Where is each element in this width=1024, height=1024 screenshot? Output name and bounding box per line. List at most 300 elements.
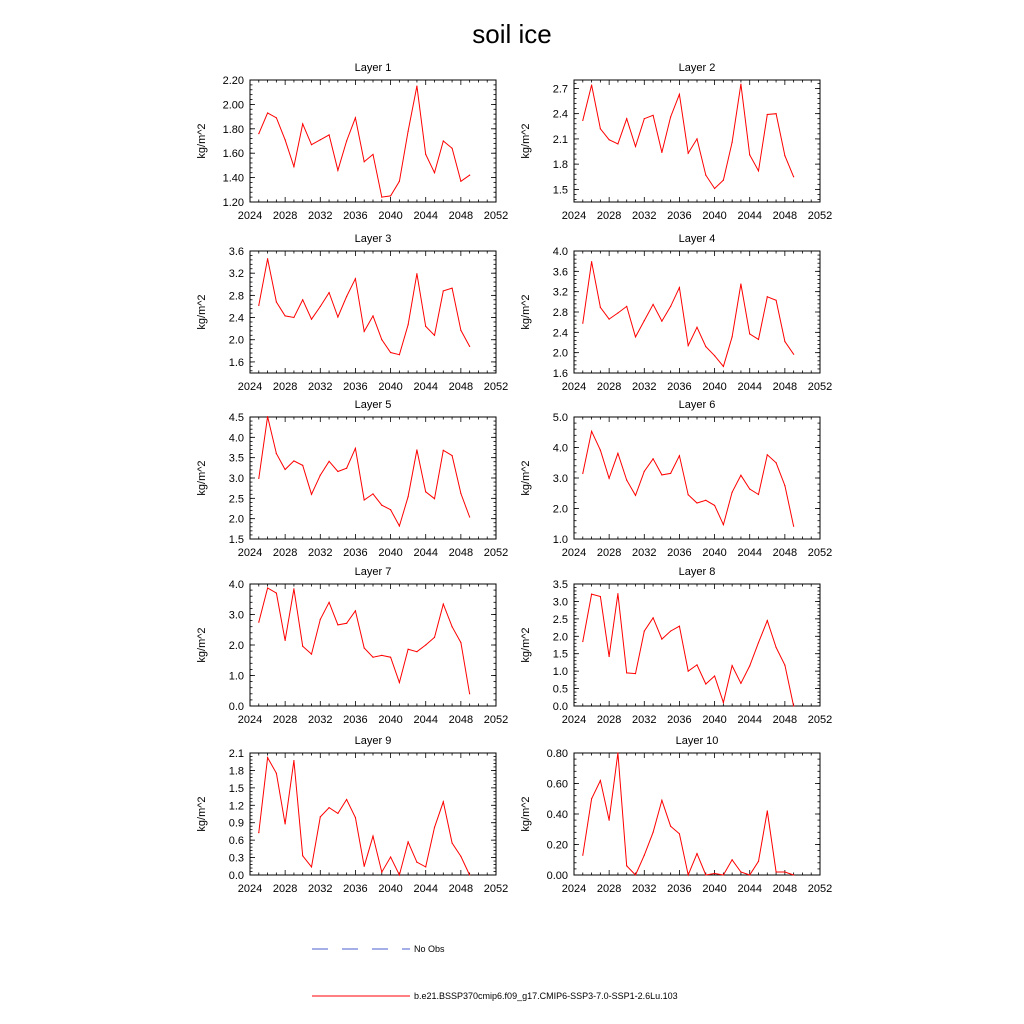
data-point [688, 345, 689, 346]
x-tick-label: 2044 [413, 381, 438, 393]
data-point [460, 856, 461, 857]
data-point [591, 431, 592, 432]
y-tick-label: 4.5 [228, 412, 244, 424]
data-point [732, 492, 733, 493]
panel-title: Layer 1 [354, 62, 392, 74]
data-point [600, 307, 601, 308]
data-point [372, 493, 373, 494]
y-tick-label: 1.6 [552, 368, 568, 380]
data-point [582, 473, 583, 474]
data-point [644, 471, 645, 472]
x-tick-label: 2044 [737, 547, 762, 559]
data-point [381, 339, 382, 340]
x-tick-label: 2048 [772, 381, 798, 393]
data-point [434, 498, 435, 499]
data-point [399, 354, 400, 355]
x-tick-label: 2044 [413, 883, 438, 895]
data-point [469, 175, 470, 176]
y-tick-label: 2.0 [552, 503, 568, 516]
data-point [609, 319, 610, 320]
data-point [285, 823, 286, 824]
x-tick-label: 2040 [702, 210, 727, 222]
data-point [775, 647, 776, 648]
y-axis-label: kg/m^2 [520, 460, 532, 496]
data-point [696, 502, 697, 503]
y-tick-label: 0.60 [546, 778, 568, 791]
data-point [758, 170, 759, 171]
panel-layer-7 [196, 566, 508, 726]
data-point [749, 665, 750, 666]
data-point [617, 453, 618, 454]
data-point [425, 644, 426, 645]
data-point [390, 352, 391, 353]
data-point [652, 832, 653, 833]
data-point [696, 853, 697, 854]
data-point [381, 197, 382, 198]
x-tick-label: 2052 [483, 210, 509, 222]
data-point [381, 655, 382, 656]
panel-title: Layer 7 [354, 566, 392, 578]
x-tick-label: 2028 [596, 210, 622, 222]
x-tick-label: 2032 [632, 210, 657, 222]
data-point [775, 462, 776, 463]
series-line [259, 588, 470, 694]
y-tick-label: 1.0 [552, 534, 568, 546]
data-point [696, 327, 697, 328]
data-point [661, 152, 662, 153]
series-line [259, 758, 470, 875]
data-point [635, 495, 636, 496]
y-axis-label: kg/m^2 [196, 123, 208, 159]
data-point [425, 154, 426, 155]
x-tick-label: 2036 [343, 210, 368, 222]
data-point [328, 292, 329, 293]
data-point [661, 800, 662, 801]
x-tick-label: 2028 [596, 381, 622, 393]
data-point [758, 861, 759, 862]
y-tick-label: 3.0 [228, 609, 244, 622]
series-line [259, 417, 470, 526]
data-point [661, 638, 662, 639]
data-point [600, 596, 601, 597]
data-point [416, 273, 417, 274]
data-point [679, 287, 680, 288]
x-tick-label: 2028 [596, 547, 622, 559]
x-tick-label: 2048 [772, 547, 798, 559]
x-tick-label: 2052 [807, 547, 833, 559]
data-point [679, 455, 680, 456]
data-point [626, 118, 627, 119]
data-point [714, 675, 715, 676]
plot-frame [250, 584, 496, 706]
data-point [793, 176, 794, 177]
legend-run-label: b.e21.BSSP370cmip6.f09_g17.CMIP6-SSP3-7.0-SSP1-2.6Lu.103 [414, 991, 678, 1001]
data-point [425, 326, 426, 327]
data-point [311, 319, 312, 320]
y-tick-label: 3.5 [228, 452, 244, 465]
x-tick-label: 2032 [632, 883, 657, 895]
data-point [617, 312, 618, 313]
x-tick-label: 2044 [737, 210, 762, 222]
data-point [355, 117, 356, 118]
x-tick-label: 2024 [237, 714, 263, 726]
panel-layer-2 [520, 62, 832, 222]
data-point [285, 139, 286, 140]
data-point [758, 642, 759, 643]
data-point [609, 478, 610, 479]
y-tick-label: 3.2 [552, 286, 568, 299]
panel-layer-8 [520, 566, 832, 726]
data-point [723, 874, 724, 875]
y-tick-label: 2.0 [228, 640, 244, 652]
y-tick-label: 0.00 [546, 870, 568, 882]
data-point [617, 752, 618, 753]
series-line [259, 259, 470, 355]
x-tick-label: 2024 [561, 714, 587, 726]
data-point [740, 84, 741, 85]
data-point [635, 336, 636, 337]
x-tick-label: 2044 [737, 714, 762, 726]
data-point [775, 113, 776, 114]
x-tick-label: 2048 [448, 883, 474, 895]
data-point [434, 827, 435, 828]
data-point [732, 665, 733, 666]
panel-title: Layer 10 [675, 735, 719, 747]
data-point [311, 866, 312, 867]
data-point [609, 656, 610, 657]
data-point [267, 757, 268, 758]
panel-title: Layer 5 [354, 399, 392, 411]
data-point [443, 290, 444, 291]
data-point [399, 525, 400, 526]
y-tick-label: 0.6 [228, 835, 244, 848]
y-tick-label: 0.20 [546, 839, 568, 852]
x-tick-label: 2040 [378, 547, 403, 559]
series-line [583, 84, 794, 188]
data-point [679, 94, 680, 95]
x-tick-label: 2040 [378, 883, 403, 895]
x-tick-label: 2028 [272, 883, 298, 895]
data-point [767, 620, 768, 621]
data-point [635, 146, 636, 147]
x-tick-label: 2032 [308, 547, 333, 559]
data-point [285, 469, 286, 470]
panel-layer-1 [196, 62, 508, 222]
x-tick-label: 2048 [448, 714, 474, 726]
data-point [364, 647, 365, 648]
data-point [416, 86, 417, 87]
data-point [591, 594, 592, 595]
data-point [635, 874, 636, 875]
data-point [740, 871, 741, 872]
x-tick-label: 2024 [561, 547, 587, 559]
y-tick-label: 1.20 [222, 197, 244, 209]
data-point [320, 816, 321, 817]
x-tick-label: 2028 [596, 883, 622, 895]
data-point [758, 494, 759, 495]
data-point [293, 588, 294, 589]
data-point [767, 810, 768, 811]
y-tick-label: 0.3 [228, 852, 244, 865]
data-point [337, 170, 338, 171]
data-point [609, 139, 610, 140]
data-point [740, 683, 741, 684]
x-tick-label: 2052 [807, 381, 833, 393]
x-tick-label: 2048 [772, 883, 798, 895]
data-point [258, 478, 259, 479]
data-point [399, 181, 400, 182]
data-point [285, 640, 286, 641]
data-point [399, 682, 400, 683]
data-point [784, 155, 785, 156]
data-point [364, 499, 365, 500]
data-point [425, 866, 426, 867]
data-point [443, 801, 444, 802]
x-tick-label: 2040 [702, 547, 727, 559]
data-point [679, 626, 680, 627]
data-point [714, 188, 715, 189]
data-point [320, 306, 321, 307]
y-tick-label: 2.8 [552, 307, 568, 319]
x-tick-label: 2052 [483, 547, 509, 559]
panel-title: Layer 3 [354, 233, 392, 245]
data-point [258, 133, 259, 134]
data-point [355, 610, 356, 611]
panel-layer-5 [196, 399, 508, 559]
x-tick-label: 2036 [667, 883, 692, 895]
y-tick-label: 2.1 [228, 748, 244, 760]
x-tick-label: 2044 [737, 381, 762, 393]
data-point [267, 112, 268, 113]
y-tick-label: 1.5 [228, 782, 244, 795]
series-line [583, 753, 794, 875]
data-point [644, 320, 645, 321]
data-point [346, 468, 347, 469]
data-point [258, 622, 259, 623]
x-tick-label: 2052 [807, 210, 833, 222]
data-point [337, 471, 338, 472]
x-tick-label: 2028 [272, 381, 298, 393]
data-point [749, 488, 750, 489]
plot-frame [250, 417, 496, 539]
data-point [635, 673, 636, 674]
data-point [784, 871, 785, 872]
data-point [346, 623, 347, 624]
data-point [652, 458, 653, 459]
series-line [583, 262, 794, 367]
data-point [328, 134, 329, 135]
y-tick-label: 1.2 [228, 800, 244, 813]
data-point [355, 278, 356, 279]
y-tick-label: 3.2 [228, 268, 244, 281]
x-tick-label: 2032 [632, 547, 657, 559]
data-point [328, 807, 329, 808]
series-line [259, 86, 470, 197]
data-point [460, 330, 461, 331]
data-point [276, 593, 277, 594]
data-point [276, 453, 277, 454]
x-tick-label: 2036 [667, 381, 692, 393]
data-point [652, 115, 653, 116]
y-tick-label: 0.0 [228, 701, 244, 713]
data-point [600, 128, 601, 129]
x-tick-label: 2044 [413, 547, 438, 559]
y-tick-label: 4.0 [228, 579, 244, 591]
data-point [390, 856, 391, 857]
y-tick-label: 3.6 [228, 246, 244, 258]
data-point [740, 283, 741, 284]
x-tick-label: 2040 [702, 883, 727, 895]
panels [196, 62, 832, 895]
data-point [749, 874, 750, 875]
data-point [355, 817, 356, 818]
x-tick-label: 2024 [561, 883, 587, 895]
y-tick-label: 2.4 [552, 108, 568, 121]
data-point [434, 335, 435, 336]
x-tick-label: 2028 [272, 547, 298, 559]
data-point [670, 473, 671, 474]
data-point [670, 116, 671, 117]
data-point [258, 832, 259, 833]
data-point [688, 874, 689, 875]
y-tick-label: 3.0 [552, 596, 568, 609]
y-tick-label: 2.0 [552, 631, 568, 644]
data-point [732, 142, 733, 143]
x-tick-label: 2052 [807, 714, 833, 726]
data-point [582, 855, 583, 856]
x-tick-label: 2036 [667, 547, 692, 559]
data-point [302, 855, 303, 856]
x-tick-label: 2036 [343, 381, 368, 393]
data-point [434, 637, 435, 638]
plot-frame [574, 251, 820, 373]
y-tick-label: 0.80 [546, 748, 568, 760]
data-point [793, 874, 794, 875]
data-point [591, 84, 592, 85]
data-point [408, 649, 409, 650]
x-tick-label: 2036 [343, 714, 368, 726]
data-point [582, 120, 583, 121]
data-point [302, 123, 303, 124]
x-tick-label: 2024 [237, 547, 263, 559]
x-tick-label: 2036 [343, 883, 368, 895]
data-point [582, 641, 583, 642]
data-point [390, 657, 391, 658]
panel-layer-6 [520, 399, 832, 559]
data-point [714, 873, 715, 874]
x-tick-label: 2032 [308, 883, 333, 895]
data-point [732, 336, 733, 337]
data-point [723, 702, 724, 703]
data-point [451, 148, 452, 149]
y-tick-label: 1.5 [552, 184, 568, 197]
data-point [443, 140, 444, 141]
x-tick-label: 2024 [561, 381, 587, 393]
data-point [293, 760, 294, 761]
data-point [670, 306, 671, 307]
y-axis-label: kg/m^2 [520, 627, 532, 663]
x-tick-label: 2036 [343, 547, 368, 559]
figure-title: soil ice [472, 19, 552, 49]
y-tick-label: 2.7 [552, 83, 568, 96]
y-axis-label: kg/m^2 [520, 294, 532, 330]
x-tick-label: 2040 [378, 210, 403, 222]
data-point [723, 524, 724, 525]
data-point [696, 138, 697, 139]
y-tick-label: 4.0 [228, 432, 244, 445]
x-tick-label: 2024 [237, 883, 263, 895]
x-tick-label: 2028 [596, 714, 622, 726]
data-point [267, 587, 268, 588]
data-point [767, 114, 768, 115]
y-tick-label: 3.6 [552, 266, 568, 279]
x-tick-label: 2032 [632, 714, 657, 726]
data-point [372, 657, 373, 658]
data-point [302, 465, 303, 466]
data-point [293, 317, 294, 318]
data-point [661, 321, 662, 322]
data-point [775, 300, 776, 301]
y-tick-label: 2.5 [552, 613, 568, 626]
panel-title: Layer 6 [678, 399, 716, 411]
x-tick-label: 2032 [308, 210, 333, 222]
data-point [364, 866, 365, 867]
data-point [408, 324, 409, 325]
data-point [740, 475, 741, 476]
series-line [583, 431, 794, 526]
data-point [276, 117, 277, 118]
data-point [705, 874, 706, 875]
data-point [732, 859, 733, 860]
x-tick-label: 2032 [632, 381, 657, 393]
y-tick-label: 1.0 [552, 666, 568, 679]
data-point [793, 354, 794, 355]
data-point [337, 316, 338, 317]
data-point [399, 874, 400, 875]
y-tick-label: 2.5 [228, 493, 244, 506]
data-point [644, 630, 645, 631]
data-point [600, 450, 601, 451]
x-tick-label: 2040 [378, 381, 403, 393]
data-point [381, 505, 382, 506]
data-point [775, 871, 776, 872]
data-point [451, 842, 452, 843]
y-tick-label: 2.8 [228, 290, 244, 303]
data-point [328, 461, 329, 462]
data-point [793, 526, 794, 527]
y-tick-label: 0.40 [546, 809, 568, 821]
data-point [408, 131, 409, 132]
data-point [644, 855, 645, 856]
data-point [688, 671, 689, 672]
x-tick-label: 2052 [807, 883, 833, 895]
panel-title: Layer 9 [354, 735, 392, 747]
data-point [626, 480, 627, 481]
plot-frame [574, 753, 820, 875]
x-tick-label: 2040 [378, 714, 403, 726]
y-tick-label: 1.80 [222, 123, 244, 136]
data-point [767, 296, 768, 297]
data-point [679, 833, 680, 834]
data-point [617, 143, 618, 144]
y-tick-label: 3.0 [228, 473, 244, 485]
data-point [705, 500, 706, 501]
y-tick-label: 5.0 [552, 412, 568, 424]
y-tick-label: 4.0 [552, 442, 568, 455]
y-tick-label: 1.6 [228, 356, 244, 369]
y-tick-label: 2.4 [228, 312, 244, 325]
y-tick-label: 1.0 [228, 670, 244, 683]
